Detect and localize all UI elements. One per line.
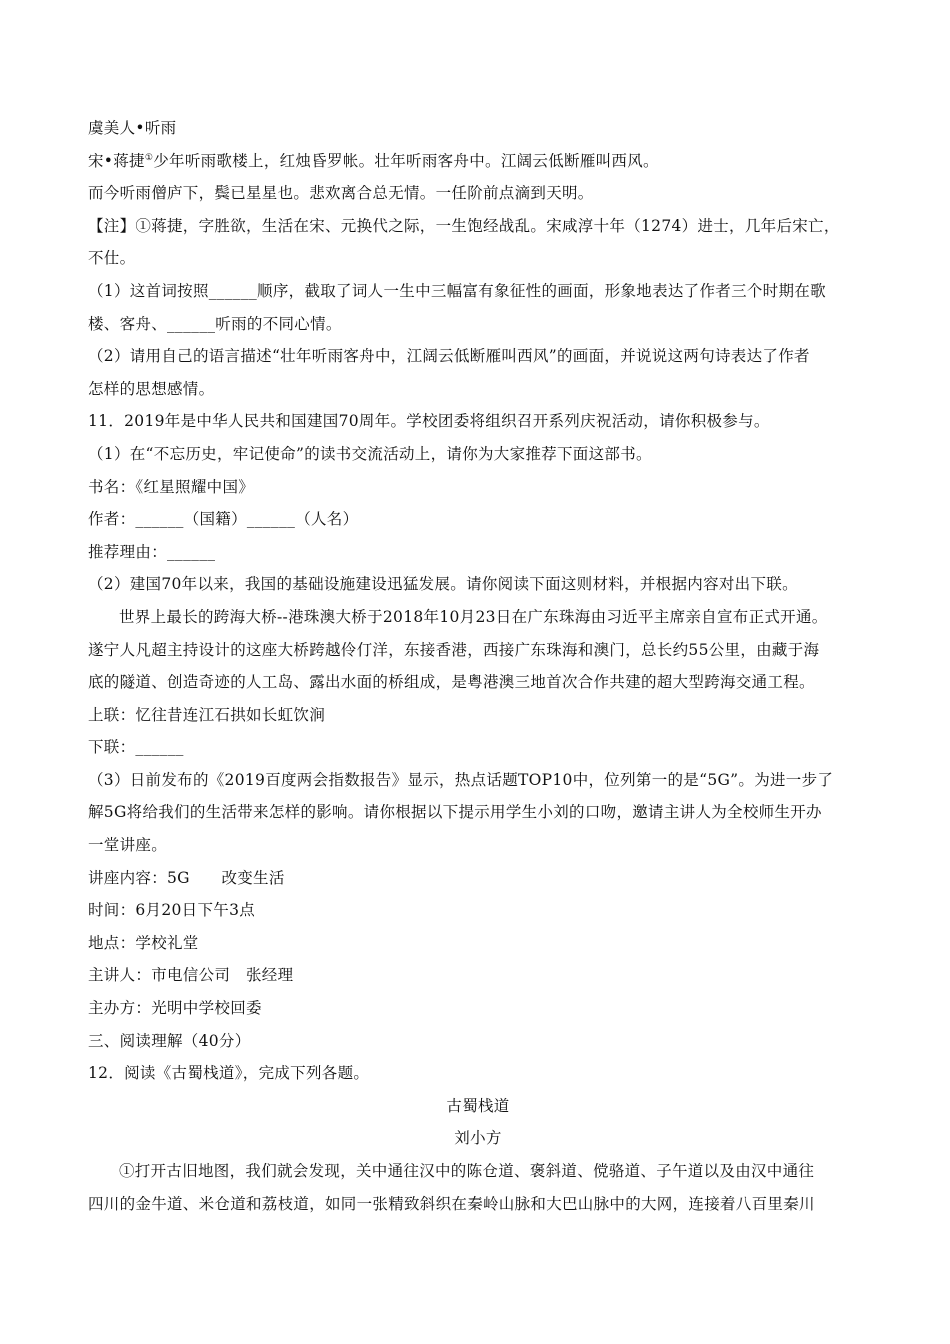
document-page [88, 112, 868, 1220]
poem-title: 虞美人•听雨 [88, 119, 177, 137]
article-title: 古蜀栈道 [446, 1096, 510, 1115]
article-paragraph-1-line-2: 四川的金牛道、米仓道和荔枝道，如同一张精致斜织在秦岭山脉和大巴山脉中的大网，连接着八百里秦川 [88, 1194, 815, 1213]
question-11-part-3-line-1: （3）日前发布的《2019百度两会指数报告》显示，热点话题TOP10中，位列第一的是“5G”。为进一步了 [88, 770, 834, 789]
note-line-2: 不仕。 [88, 249, 136, 268]
lecture-content: 讲座内容：5G 改变生活 [88, 868, 285, 887]
question-2-line-1: （2）请用自己的语言描述“壮年听雨客舟中，江阔云低断雁叫西风”的画面，并说说这两句诗表达了作者 [88, 347, 810, 366]
article-author: 刘小方 [454, 1129, 502, 1148]
poem-line-1 [88, 145, 868, 178]
note-line-1: 【注】①蒋捷，字胜欲，生活在宋、元换代之际，一生饱经战乱。宋咸淳十年（1274）进士，几年后宋亡， [88, 216, 840, 235]
question-2-line-2: 怎样的思想感情。 [88, 379, 215, 398]
question-11: 11．2019年是中华人民共和国建国70周年。学校团委将组织召开系列庆祝活动，请你积极参与。 [88, 412, 770, 431]
question-1-line-2: 楼、客舟、______听雨的不同心情。 [88, 314, 342, 333]
poem-author: 宋•蒋捷 [88, 151, 145, 170]
article-paragraph-1-line-1: ①打开古旧地图，我们就会发现，关中通往汉中的陈仓道、褒斜道、傥骆道、子午道以及由汉中通往 [119, 1162, 815, 1180]
couplet-upper: 上联：忆往昔连江石拱如长虹饮涧 [88, 705, 326, 724]
couplet-lower: 下联：______ [88, 738, 184, 757]
question-1-line-1: （1）这首词按照______顺序，截取了词人一生中三幅富有象征性的画面，形象地表达了作者三个时期在歌 [88, 281, 826, 300]
book-reason: 推荐理由：______ [88, 542, 216, 561]
lecture-host: 主办方：光明中学校回委 [88, 999, 262, 1018]
material-line-3: 底的隧道、创造奇迹的人工岛、露出水面的桥组成，是粤港澳三地首次合作共建的超大型跨海交通工程。 [88, 673, 815, 692]
question-11-part-3-line-2: 解5G将给我们的生活带来怎样的影响。请你根据以下提示用学生小刘的口吻，邀请主讲人为全校师生开办 [88, 803, 822, 822]
question-11-part-3-line-3: 一堂讲座。 [88, 836, 168, 855]
question-11-part-2: （2）建国70年以来，我国的基础设施建设迅猛发展。请你阅读下面这则材料，并根据内容对出下联。 [88, 575, 798, 594]
question-11-part-1: （1）在“不忘历史，牢记使命”的读书交流活动上，请你为大家推荐下面这部书。 [88, 444, 652, 463]
lecture-time: 时间：6月20日下午3点 [88, 901, 256, 920]
lecture-place: 地点：学校礼堂 [88, 933, 199, 952]
material-line-1: 世界上最长的跨海大桥--港珠澳大桥于2018年10月23日在广东珠海由习近平主席亲自宣布正式开通。 [119, 607, 828, 626]
poem-line-1-text: 少年听雨歌楼上，红烛昏罗帐。壮年听雨客舟中。江阔云低断雁叫西风。 [153, 151, 659, 170]
material-line-2: 遂宁人凡超主持设计的这座大桥跨越伶仃洋，东接香港，西接广东珠海和澳门，总长约55公里，由藏于海 [88, 640, 820, 659]
section-3-heading: 三、阅读理解（40分） [88, 1031, 251, 1050]
poem-line-2: 而今听雨僧庐下，鬓已星星也。悲欢离合总无情。一任阶前点滴到天明。 [88, 184, 594, 203]
poem-author-note-mark: ① [144, 152, 154, 163]
book-author: 作者：______（国籍）______（人名） [88, 510, 359, 529]
question-12: 12．阅读《古蜀栈道》，完成下列各题。 [88, 1064, 370, 1083]
lecture-speaker: 主讲人：市电信公司 张经理 [88, 966, 294, 985]
book-name: 书名：《红星照耀中国》 [88, 477, 255, 496]
